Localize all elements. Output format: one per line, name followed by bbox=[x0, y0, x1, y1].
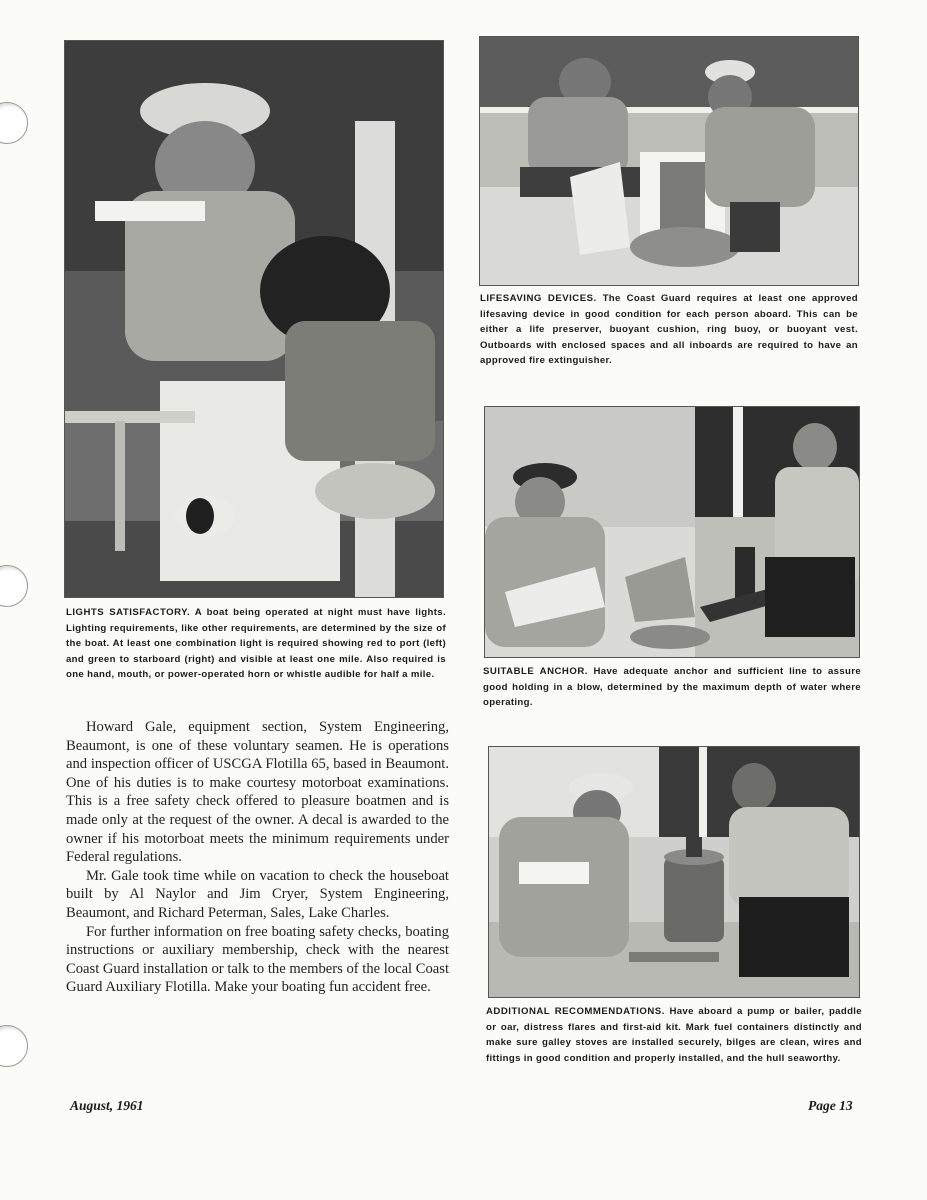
article-paragraph: Howard Gale, equipment section, System Engineering, Beaumont, is one of these voluntary seamen. He is operations and inspection officer of USCGA Flotilla 65, based in Beaumont. One of his duties is to make courtesy motorboat examinations. This is a free safety check offered to pleasure boatmen and is made only at the request of the owner. A decal is awarded to the owner if his motorboat meets the minimum requirements under Federal regulations. bbox=[66, 719, 449, 866]
caption-lifesaving-text: The Coast Guard requires at least one approved lifesaving device in good condition for each person aboard. This can be either a life preserver, buoyant cushion, ring buoy, or buoyant vest. Outboards with enclosed spaces and all inboards are required to have an approved fire extinguisher. bbox=[480, 293, 858, 367]
caption-anchor-text: Have adequate anchor and sufficient line to assure good holding in a blow, determined by the maximum depth of water where operating. bbox=[483, 666, 862, 709]
caption-anchor bbox=[483, 664, 861, 711]
footer-date: August, 1961 bbox=[70, 1098, 144, 1113]
caption-additional-text: Have aboard a pump or bailer, paddle or oar, distress flares and first-aid kit. Mark fuel containers distinctly and make sure galley stoves are installed securely, bilges are clean, wires and fittings in good condition and properly installed, and the hull seaworthy. bbox=[486, 1006, 862, 1064]
caption-additional bbox=[486, 1004, 862, 1066]
binder-hole-bottom bbox=[0, 1025, 28, 1067]
photo-lights-inspection bbox=[64, 40, 444, 598]
photo-lifesaving-devices bbox=[479, 36, 859, 286]
photo-additional-recommendations bbox=[488, 746, 860, 998]
caption-lights-text: A boat being operated at night must have lights. Lighting requirements, like other requirements, are determined by the size of the boat. At least one combination light is required showing red to port (left) and green to starboard (right) and visible at least one mile. Also required is one hand, mouth, or power-operated horn or whistle audible for half a mile. bbox=[66, 607, 446, 681]
article-body bbox=[66, 718, 449, 997]
footer-page-number: Page 13 bbox=[808, 1098, 853, 1113]
article-paragraph: For further information on free boating safety checks, boating instructions or auxiliary membership, check with the nearest Coast Guard installation or talk to the members of the local Coast Guard Auxiliary Flotilla. Make your boating fun accident free. bbox=[66, 923, 450, 996]
caption-lights bbox=[66, 605, 446, 683]
caption-lifesaving-title: LIFESAVING DEVICES. bbox=[480, 293, 597, 304]
photo-suitable-anchor bbox=[484, 406, 860, 658]
caption-anchor-title: SUITABLE ANCHOR. bbox=[483, 666, 588, 677]
caption-lifesaving bbox=[480, 291, 858, 369]
binder-hole-middle bbox=[0, 565, 28, 607]
binder-hole-top bbox=[0, 102, 28, 144]
article-paragraph: Mr. Gale took time while on vacation to check the houseboat built by Al Naylor and Jim Cryer, System Engineering, Beaumont, and Richard Peterman, Sales, Lake Charles. bbox=[66, 867, 449, 921]
caption-additional-title: ADDITIONAL RECOMMENDATIONS. bbox=[486, 1006, 665, 1017]
caption-lights-title: LIGHTS SATISFACTORY. bbox=[66, 607, 191, 618]
